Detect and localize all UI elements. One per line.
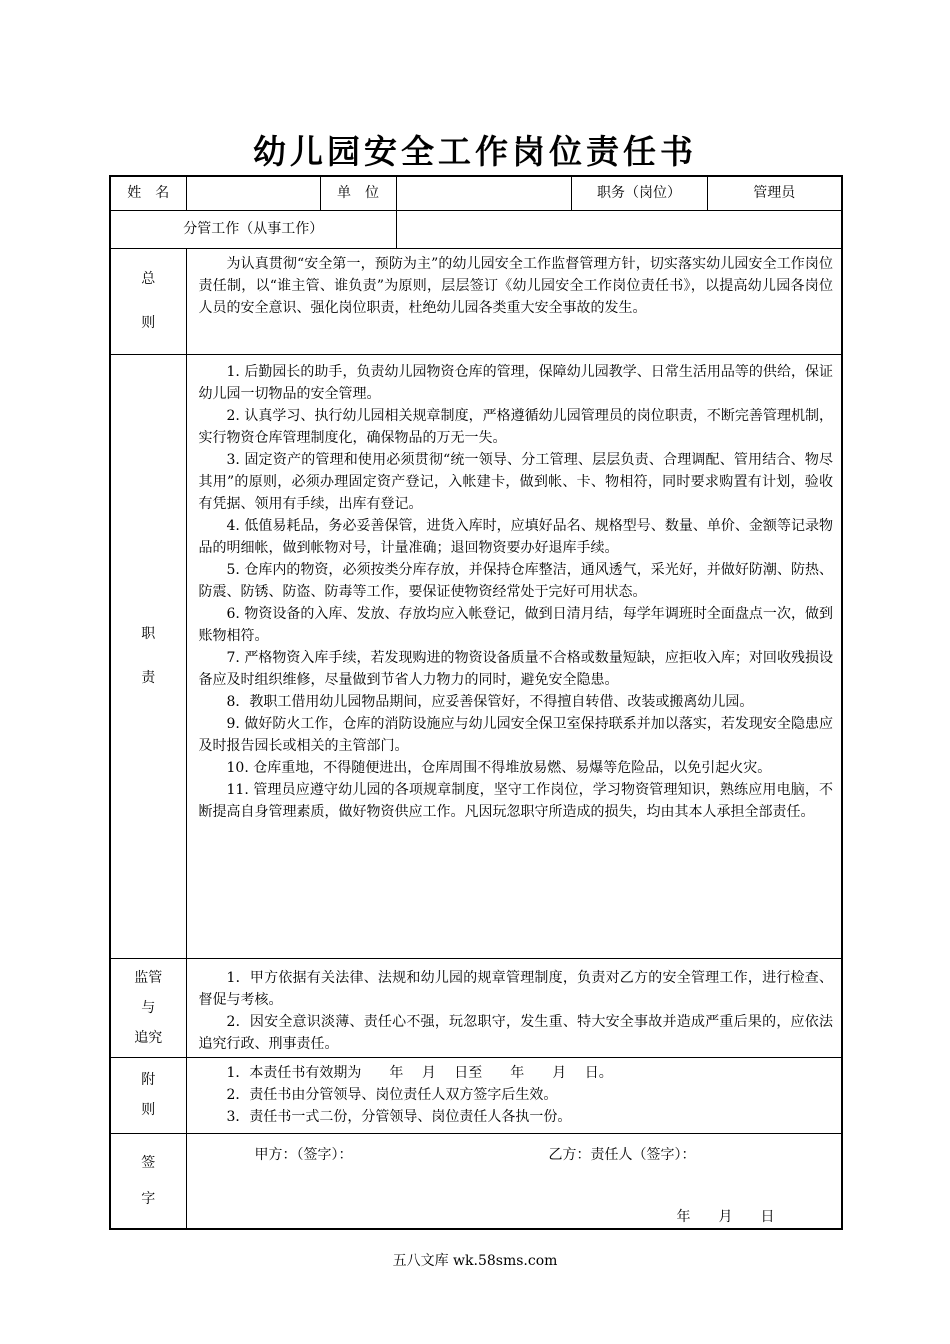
attachment-item: 3．责任书一式二份，分管领导、岗位责任人各执一份。: [226, 1108, 572, 1125]
attachment-item: 1．本责任书有效期为 年 月 日至 年 月 日。: [226, 1064, 613, 1081]
signature-row: [110, 1133, 842, 1229]
signature-label: [110, 1133, 186, 1229]
duty-item: 4. 低值易耗品，务必妥善保管，进货入库时，应填好品名、规格型号、数量、单价、金额等记录物品的明细帐，做到帐物对号，计量准确；退回物资要办好退库手续。: [198, 517, 833, 556]
duties-row: [110, 354, 842, 958]
duties-label-char: 职: [141, 626, 156, 642]
general-text: 为认真贯彻“安全第一，预防为主”的幼儿园安全工作监督管理方针，切实落实幼儿园安全工作岗位责任制，以“谁主管、谁负责”为原则，层层签订《幼儿园安全工作岗位责任书》，以提高幼儿园各岗位人员的安全意识、强化岗位职责，杜绝幼儿园各类重大安全事故的发生。: [198, 255, 833, 316]
document-title: 幼儿园安全工作岗位责任书: [253, 132, 697, 171]
responsibility-table: [109, 175, 843, 1230]
attachment-label-char: 则: [141, 1102, 156, 1118]
duty-item: 5. 仓库内的物资，必须按类分库存放，并保持仓库整洁，通风透气，采光好，并做好防潮、防热、防震、防锈、防盗、防毒等工作，要保证使物资经常处于完好可用状态。: [198, 561, 833, 600]
general-label-char: 总: [141, 271, 156, 287]
duties-label: [110, 354, 186, 958]
supervision-label-line: 与: [141, 999, 156, 1016]
duty-item: 7. 严格物资入库手续，若发现购进的物资设备质量不合格或数量短缺，应拒收入库；对回收残损设备应及时组织维修，尽量做到节省人力物力的同时，避免安全隐患。: [198, 649, 833, 688]
signature-label-char: 签: [141, 1154, 156, 1171]
supervision-row: [110, 958, 842, 1057]
position-field[interactable]: 管理员: [707, 176, 842, 210]
position-label: 职务（岗位）: [571, 176, 707, 210]
supervision-item: 2．因安全意识淡薄、责任心不强，玩忽职守，发生重、特大安全事故并造成严重后果的，应依法追究行政、刑事责任。: [198, 1013, 833, 1052]
signature-date[interactable]: 年 月 日: [676, 1208, 775, 1225]
duties-label-char: 责: [141, 670, 156, 686]
unit-label: 单 位: [320, 176, 396, 210]
supervision-content: [186, 958, 842, 1057]
name-label: 姓 名: [110, 176, 186, 210]
header-row: [110, 176, 842, 210]
attachment-item: 2．责任书由分管领导、岗位责任人双方签字后生效。: [226, 1086, 558, 1103]
name-field[interactable]: [186, 176, 320, 210]
work-row: [110, 210, 842, 248]
duty-item: 11. 管理员应遵守幼儿园的各项规章制度，坚守工作岗位，学习物资管理知识，熟练应用电脑，不断提高自身管理素质，做好物资供应工作。凡因玩忽职守所造成的损失，均由其本人承担全部责任。: [198, 781, 833, 820]
duty-item: 6. 物资设备的入库、发放、存放均应入帐登记，做到日清月结，每学年调班时全面盘点一次，做到账物相符。: [198, 605, 833, 644]
party-a-signature[interactable]: 甲方：（签字）：: [254, 1146, 353, 1163]
duty-item: 8．教职工借用幼儿园物品期间，应妥善保管好，不得擅自转借、改装或搬离幼儿园。: [226, 693, 754, 710]
general-label: [110, 248, 186, 354]
general-row: [110, 248, 842, 354]
signature-content: [186, 1133, 842, 1229]
unit-field[interactable]: [396, 176, 571, 210]
supervision-label-line: 监管: [134, 969, 163, 986]
supervision-item: 1．甲方依据有关法律、法规和幼儿园的规章管理制度，负责对乙方的安全管理工作，进行检查、督促与考核。: [198, 969, 833, 1008]
attachment-row: [110, 1057, 842, 1133]
work-field[interactable]: [396, 210, 842, 248]
duty-item: 10. 仓库重地，不得随便进出，仓库周围不得堆放易燃、易爆等危险品，以免引起火灾。: [226, 759, 772, 776]
duty-item: 2. 认真学习、执行幼儿园相关规章制度，严格遵循幼儿园管理员的岗位职责，不断完善管理机制，实行物资仓库管理制度化，确保物品的万无一失。: [198, 407, 833, 446]
party-b-signature[interactable]: 乙方：责任人（签字）：: [548, 1146, 696, 1163]
duties-content: [186, 354, 842, 958]
signature-label-char: 字: [141, 1190, 156, 1207]
work-label: 分管工作（从事工作）: [110, 210, 396, 248]
supervision-label: [110, 958, 186, 1057]
supervision-label-line: 追究: [134, 1029, 163, 1046]
duty-item: 3. 固定资产的管理和使用必须贯彻“统一领导、分工管理、层层负责、合理调配、管用结合、物尽其用”的原则，必须办理固定资产登记，入帐建卡，做到帐、卡、物相符，同时要求购置有计划，验收有凭据、领用有手续，出库有登记。: [198, 451, 833, 512]
general-label-char: 则: [141, 315, 156, 331]
attachment-content: [186, 1057, 842, 1133]
footer-watermark: 五八文库 wk.58sms.com: [392, 1253, 558, 1269]
attachment-label-char: 附: [141, 1072, 156, 1088]
attachment-label: [110, 1057, 186, 1133]
general-content: [186, 248, 842, 354]
duty-item: 1. 后勤园长的助手，负责幼儿园物资仓库的管理，保障幼儿园教学、日常生活用品等的供给，保证幼儿园一切物品的安全管理。: [198, 363, 833, 402]
duty-item: 9. 做好防火工作，仓库的消防设施应与幼儿园安全保卫室保持联系并加以落实，若发现安全隐患应及时报告园长或相关的主管部门。: [198, 715, 833, 754]
